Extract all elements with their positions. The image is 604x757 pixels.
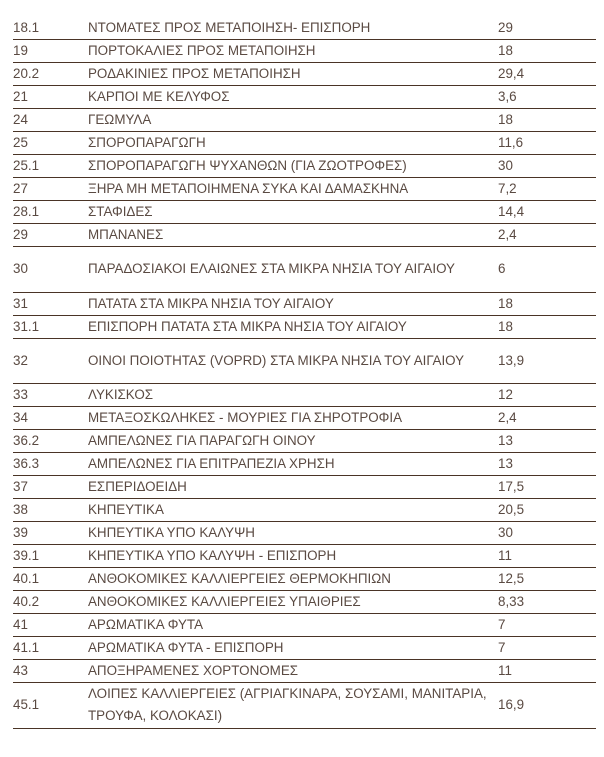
row-code: 21 — [13, 86, 88, 109]
row-description: ΚΗΠΕΥΤΙΚΑ ΥΠΟ ΚΑΛΥΨΗ — [88, 522, 498, 545]
row-value: 18 — [498, 315, 596, 338]
table-row — [13, 660, 596, 683]
row-description: ΣΠΟΡΟΠΑΡΑΓΩΓΗ — [88, 132, 498, 155]
table-row — [13, 315, 596, 338]
row-code: 29 — [13, 224, 88, 247]
row-code: 31.1 — [13, 315, 88, 338]
row-description: ΚΑΡΠΟΙ ΜΕ ΚΕΛΥΦΟΣ — [88, 86, 498, 109]
row-value: 20,5 — [498, 499, 596, 522]
table-row — [13, 499, 596, 522]
row-description: ΠΑΤΑΤΑ ΣΤΑ ΜΙΚΡΑ ΝΗΣΙΑ ΤΟΥ ΑΙΓΑΙΟΥ — [88, 292, 498, 315]
row-value: 30 — [498, 522, 596, 545]
row-description: ΠΟΡΤΟΚΑΛΙΕΣ ΠΡΟΣ ΜΕΤΑΠΟΙΗΣΗ — [88, 40, 498, 63]
row-code: 40.1 — [13, 568, 88, 591]
table-row — [13, 591, 596, 614]
table-row — [13, 568, 596, 591]
table-row — [13, 201, 596, 224]
row-description: ΑΡΩΜΑΤΙΚΑ ΦΥΤΑ — [88, 614, 498, 637]
table-body — [13, 17, 596, 728]
table-row — [13, 453, 596, 476]
row-value: 16,9 — [498, 683, 596, 729]
row-description: ΛΥΚΙΣΚΟΣ — [88, 384, 498, 407]
row-value: 7 — [498, 637, 596, 660]
row-description: ΑΜΠΕΛΩΝΕΣ ΓΙΑ ΠΑΡΑΓΩΓΗ ΟΙΝΟΥ — [88, 430, 498, 453]
row-value: 8,33 — [498, 591, 596, 614]
row-value: 12 — [498, 384, 596, 407]
row-description: ΕΠΙΣΠΟΡΗ ΠΑΤΑΤΑ ΣΤΑ ΜΙΚΡΑ ΝΗΣΙΑ ΤΟΥ ΑΙΓΑΙΟΥ — [88, 315, 498, 338]
row-value: 17,5 — [498, 476, 596, 499]
row-code: 45.1 — [13, 683, 88, 729]
row-value: 30 — [498, 155, 596, 178]
row-code: 34 — [13, 407, 88, 430]
row-value: 2,4 — [498, 407, 596, 430]
row-code: 38 — [13, 499, 88, 522]
row-description: ΕΣΠΕΡΙΔΟΕΙΔΗ — [88, 476, 498, 499]
row-code: 24 — [13, 109, 88, 132]
row-value: 13,9 — [498, 338, 596, 384]
row-code: 39.1 — [13, 545, 88, 568]
table-row — [13, 178, 596, 201]
table-row — [13, 292, 596, 315]
table-row — [13, 224, 596, 247]
table-row — [13, 476, 596, 499]
row-description: ΠΑΡΑΔΟΣΙΑΚΟΙ ΕΛΑΙΩΝΕΣ ΣΤΑ ΜΙΚΡΑ ΝΗΣΙΑ ΤΟΥ ΑΙΓΑΙΟΥ — [88, 247, 498, 293]
row-code: 37 — [13, 476, 88, 499]
row-code: 43 — [13, 660, 88, 683]
row-code: 18.1 — [13, 17, 88, 40]
row-value: 13 — [498, 430, 596, 453]
table-row — [13, 522, 596, 545]
row-code: 25.1 — [13, 155, 88, 178]
row-value: 14,4 — [498, 201, 596, 224]
table-row — [13, 338, 596, 384]
table-row — [13, 545, 596, 568]
row-code: 19 — [13, 40, 88, 63]
table-row — [13, 614, 596, 637]
row-value: 6 — [498, 247, 596, 293]
row-description: ΝΤΟΜΑΤΕΣ ΠΡΟΣ ΜΕΤΑΠΟΙΗΣΗ- ΕΠΙΣΠΟΡΗ — [88, 17, 498, 40]
table-row — [13, 86, 596, 109]
table-row — [13, 40, 596, 63]
row-description: ΣΠΟΡΟΠΑΡΑΓΩΓΗ ΨΥΧΑΝΘΩΝ (ΓΙΑ ΖΩΟΤΡΟΦΕΣ) — [88, 155, 498, 178]
table-row — [13, 430, 596, 453]
row-code: 41 — [13, 614, 88, 637]
row-description: ΡΟΔΑΚΙΝΙΕΣ ΠΡΟΣ ΜΕΤΑΠΟΙΗΣΗ — [88, 63, 498, 86]
row-value: 29,4 — [498, 63, 596, 86]
row-description: ΜΕΤΑΞΟΣΚΩΛΗΚΕΣ - ΜΟΥΡΙΕΣ ΓΙΑ ΣΗΡΟΤΡΟΦΙΑ — [88, 407, 498, 430]
row-code: 28.1 — [13, 201, 88, 224]
table-row — [13, 109, 596, 132]
table-row — [13, 17, 596, 40]
table-row — [13, 384, 596, 407]
row-description: ΜΠΑΝΑΝΕΣ — [88, 224, 498, 247]
row-description: ΚΗΠΕΥΤΙΚΑ ΥΠΟ ΚΑΛΥΨΗ - ΕΠΙΣΠΟΡΗ — [88, 545, 498, 568]
table-row — [13, 683, 596, 729]
row-value: 7,2 — [498, 178, 596, 201]
row-description: ΑΝΘΟΚΟΜΙΚΕΣ ΚΑΛΛΙΕΡΓΕΙΕΣ ΘΕΡΜΟΚΗΠΙΩΝ — [88, 568, 498, 591]
row-value: 18 — [498, 40, 596, 63]
row-code: 30 — [13, 247, 88, 293]
row-code: 40.2 — [13, 591, 88, 614]
row-description: ΑΠΟΞΗΡΑΜΕΝΕΣ ΧΟΡΤΟΝΟΜΕΣ — [88, 660, 498, 683]
row-description: ΣΤΑΦΙΔΕΣ — [88, 201, 498, 224]
row-value: 7 — [498, 614, 596, 637]
table-row — [13, 637, 596, 660]
table-row — [13, 247, 596, 293]
row-code: 36.2 — [13, 430, 88, 453]
row-description: ΟΙΝΟΙ ΠΟΙΟΤΗΤΑΣ (VOPRD) ΣΤΑ ΜΙΚΡΑ ΝΗΣΙΑ ΤΟΥ ΑΙΓΑΙΟΥ — [88, 338, 498, 384]
row-value: 12,5 — [498, 568, 596, 591]
row-description: ΚΗΠΕΥΤΙΚΑ — [88, 499, 498, 522]
row-value: 29 — [498, 17, 596, 40]
row-value: 11 — [498, 545, 596, 568]
row-code: 33 — [13, 384, 88, 407]
row-value: 18 — [498, 292, 596, 315]
row-value: 11 — [498, 660, 596, 683]
row-code: 25 — [13, 132, 88, 155]
row-code: 41.1 — [13, 637, 88, 660]
row-code: 31 — [13, 292, 88, 315]
row-code: 20.2 — [13, 63, 88, 86]
row-description: ΞΗΡΑ ΜΗ ΜΕΤΑΠΟΙΗΜΕΝΑ ΣΥΚΑ ΚΑΙ ΔΑΜΑΣΚΗΝΑ — [88, 178, 498, 201]
row-value: 18 — [498, 109, 596, 132]
row-code: 32 — [13, 338, 88, 384]
table-row — [13, 407, 596, 430]
row-description: ΛΟΙΠΕΣ ΚΑΛΛΙΕΡΓΕΙΕΣ (ΑΓΡΙΑΓΚΙΝΑΡΑ, ΣΟΥΣΑΜΙ, ΜΑΝΙΤΑΡΙΑ, ΤΡΟΥΦΑ, ΚΟΛΟΚΑΣΙ) — [88, 683, 498, 729]
row-code: 27 — [13, 178, 88, 201]
crop-rate-table — [13, 17, 596, 729]
row-description: ΑΜΠΕΛΩΝΕΣ ΓΙΑ ΕΠΙΤΡΑΠΕΖΙΑ ΧΡΗΣΗ — [88, 453, 498, 476]
row-code: 39 — [13, 522, 88, 545]
row-value: 2,4 — [498, 224, 596, 247]
row-value: 3,6 — [498, 86, 596, 109]
table-row — [13, 63, 596, 86]
row-description: ΑΡΩΜΑΤΙΚΑ ΦΥΤΑ - ΕΠΙΣΠΟΡΗ — [88, 637, 498, 660]
table-row — [13, 132, 596, 155]
row-description: ΑΝΘΟΚΟΜΙΚΕΣ ΚΑΛΛΙΕΡΓΕΙΕΣ ΥΠΑΙΘΡΙΕΣ — [88, 591, 498, 614]
table-row — [13, 155, 596, 178]
row-value: 11,6 — [498, 132, 596, 155]
row-code: 36.3 — [13, 453, 88, 476]
row-description: ΓΕΩΜΥΛΑ — [88, 109, 498, 132]
row-value: 13 — [498, 453, 596, 476]
